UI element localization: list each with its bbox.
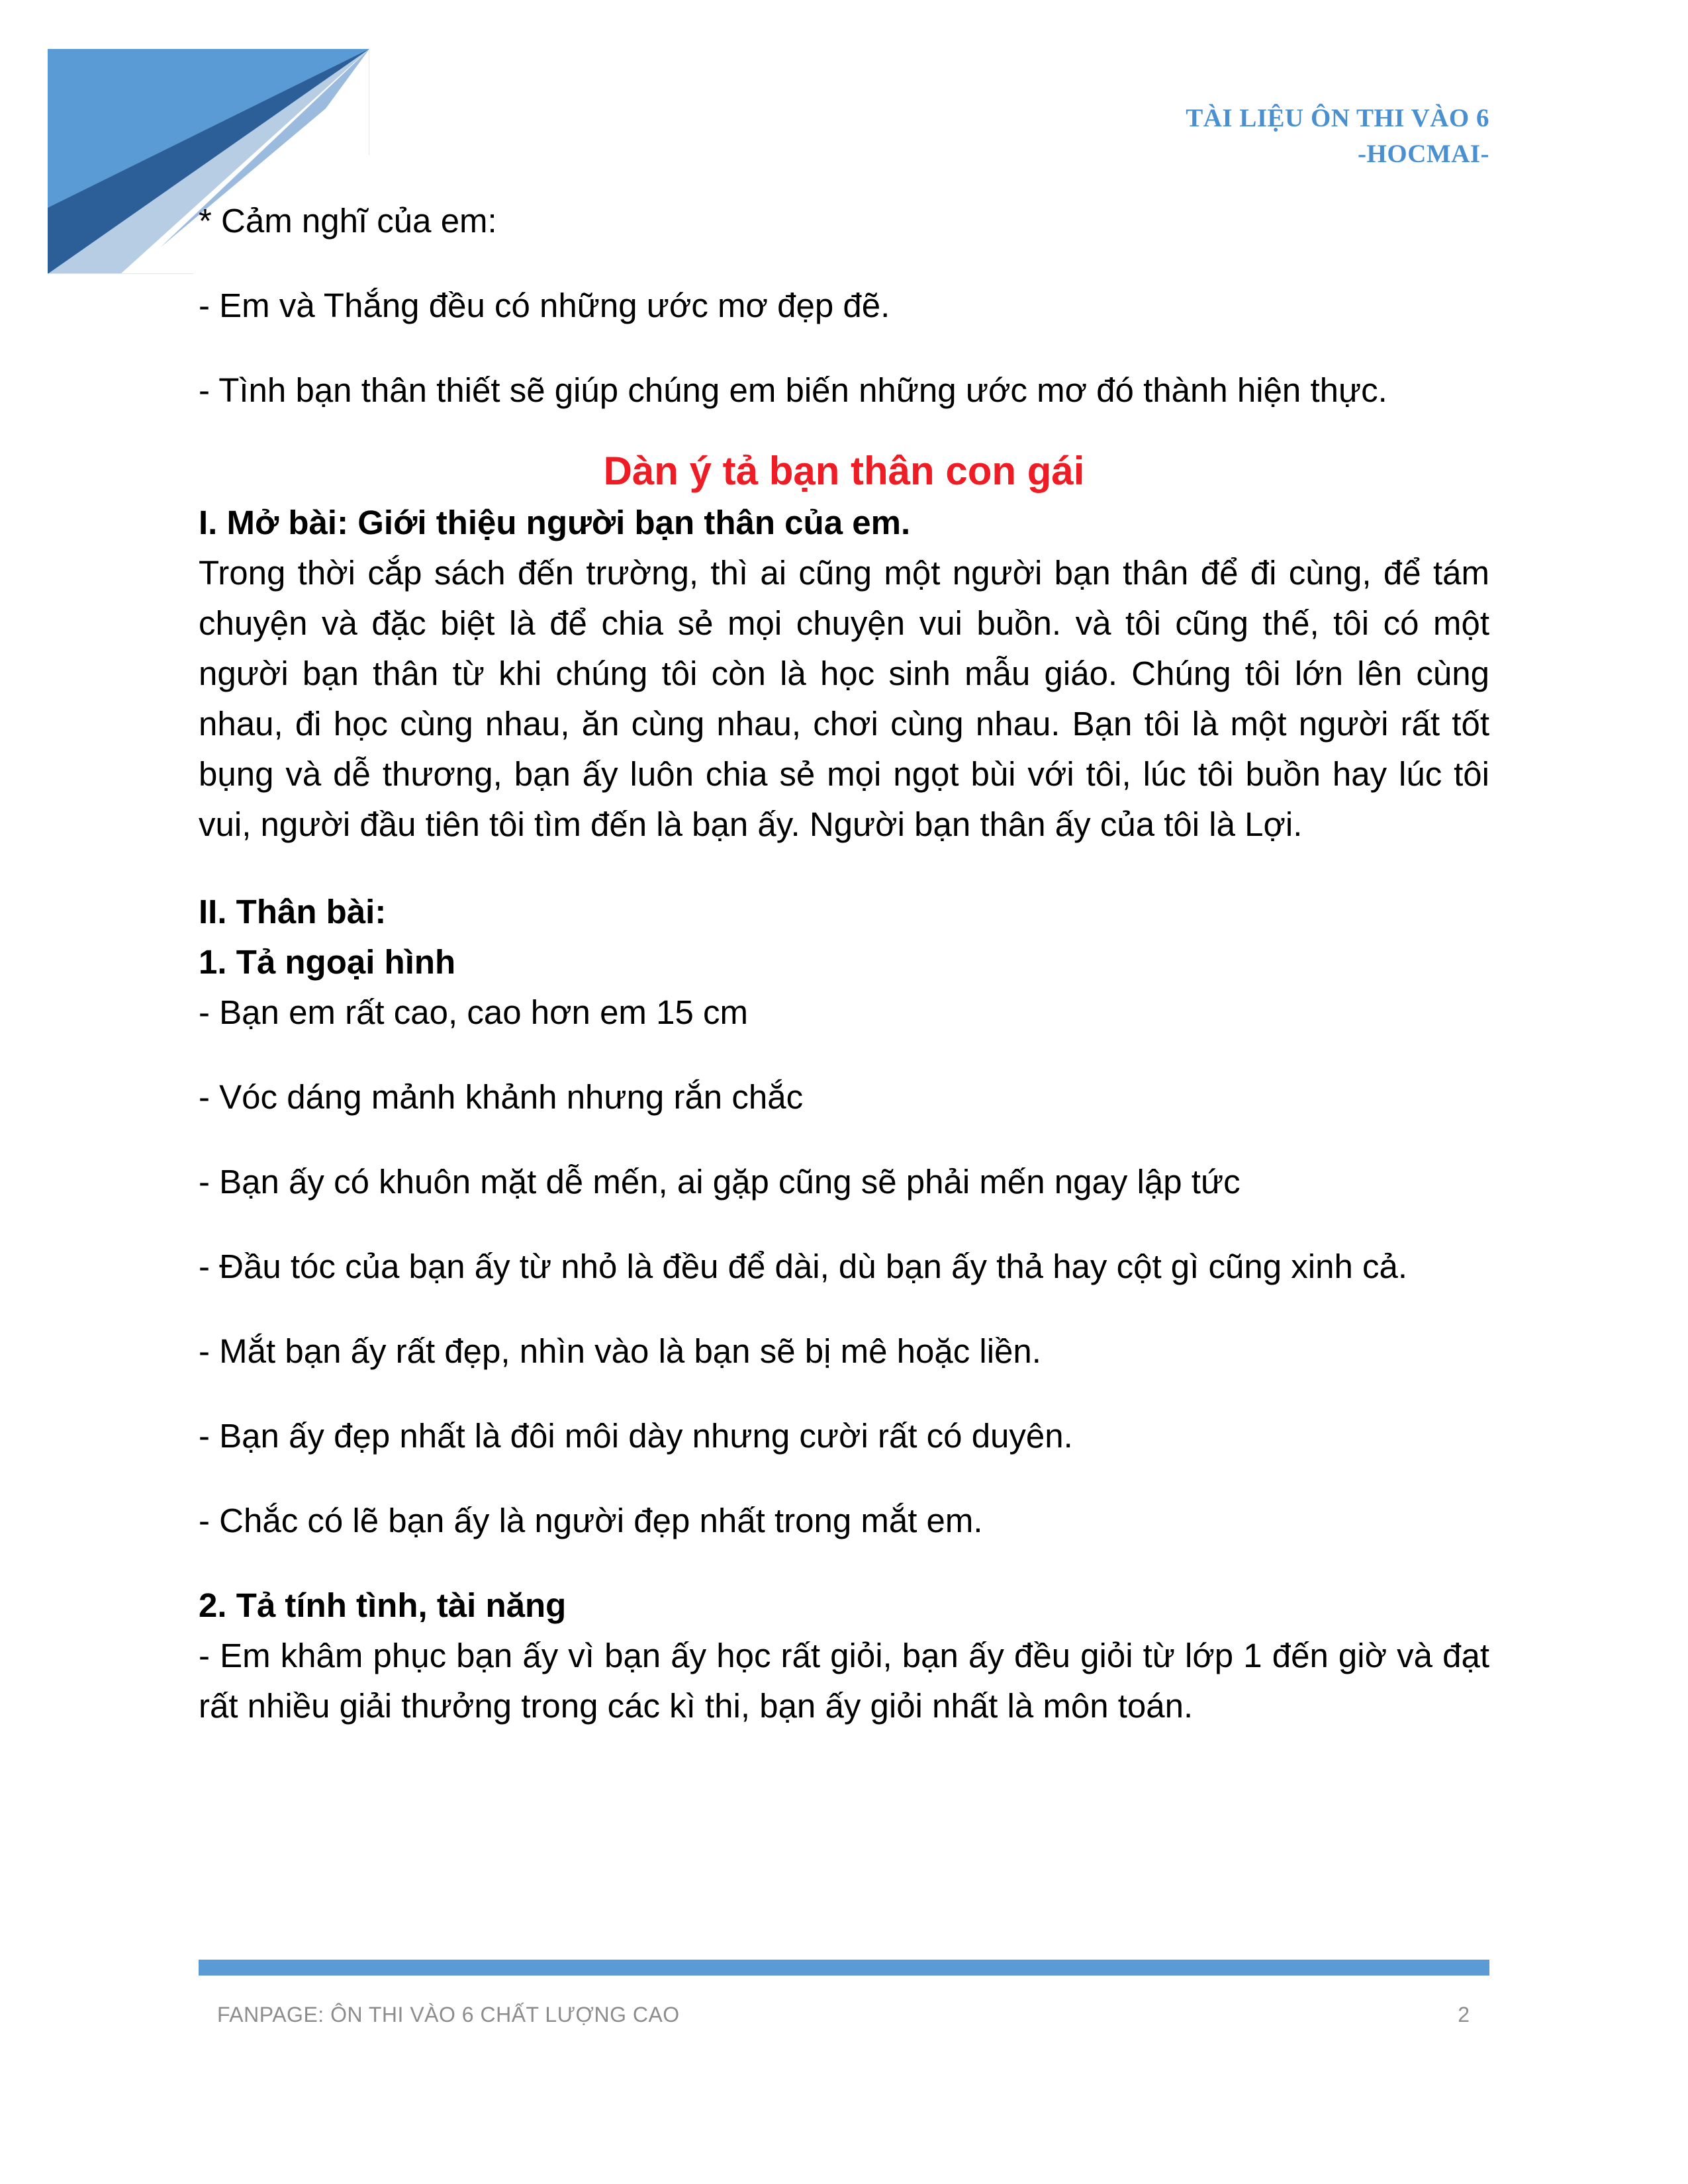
appearance-item: - Đầu tóc của bạn ấy từ nhỏ là đều để dài, dù bạn ấy thả hay cột gì cũng xinh cả. bbox=[199, 1248, 1408, 1285]
appearance-item: - Bạn em rất cao, cao hơn em 15 cm bbox=[199, 993, 748, 1031]
intro-paragraph: Trong thời cắp sách đến trường, thì ai cũng một người bạn thân để đi cùng, để tám chuyện và đặc biệt là để chia sẻ mọi chuyện vui buồn. và tôi cũng thế, tôi có một người bạn thân từ khi chúng tôi còn là học sinh mẫu giáo. Chúng tôi lớn lên cùng nhau, đi học cùng nhau, ăn cùng nhau, chơi cùng nhau. Bạn tôi là một người rất tốt bụng và dễ thương, bạn ấy luôn chia sẻ mọi ngọt bùi với tôi, lúc tôi buồn hay lúc tôi vui, người đầu tiên tôi tìm đến là bạn ấy. Người bạn thân ấy của tôi là Lợi. bbox=[199, 554, 1489, 843]
body-heading: II. Thân bài: bbox=[199, 893, 387, 931]
header-title: TÀI LIỆU ÔN THI VÀO 6 bbox=[1186, 104, 1489, 132]
appearance-item: - Vóc dáng mảnh khảnh nhưng rắn chắc bbox=[199, 1078, 804, 1116]
personality-item: - Em khâm phục bạn ấy vì bạn ấy học rất giỏi, bạn ấy đều giỏi từ lớp 1 đến giờ và đạt rất nhiều giải thưởng trong các kì thi, bạn ấy giỏi nhất là môn toán. bbox=[199, 1637, 1489, 1725]
footer-divider bbox=[199, 1960, 1489, 1976]
feeling-heading: * Cảm nghĩ của em: bbox=[199, 202, 497, 240]
page-number: 2 bbox=[1458, 2003, 1470, 2026]
header-subtitle: -HOCMAI- bbox=[1358, 140, 1489, 168]
document-header bbox=[1186, 101, 1489, 172]
appearance-item: - Chắc có lẽ bạn ấy là người đẹp nhất trong mắt em. bbox=[199, 1502, 983, 1539]
appearance-item: - Bạn ấy đẹp nhất là đôi môi dày nhưng cười rất có duyên. bbox=[199, 1417, 1073, 1455]
feeling-item: - Tình bạn thân thiết sẽ giúp chúng em biến những ước mơ đó thành hiện thực. bbox=[199, 371, 1387, 409]
personality-heading: 2. Tả tính tình, tài năng bbox=[199, 1586, 567, 1624]
appearance-item: - Bạn ấy có khuôn mặt dễ mến, ai gặp cũng sẽ phải mến ngay lập tức bbox=[199, 1163, 1241, 1201]
appearance-heading: 1. Tả ngoại hình bbox=[199, 943, 456, 981]
appearance-item: - Mắt bạn ấy rất đẹp, nhìn vào là bạn sẽ bị mê hoặc liền. bbox=[199, 1332, 1041, 1370]
feeling-item: - Em và Thắng đều có những ước mơ đẹp đẽ. bbox=[199, 287, 890, 324]
document-body bbox=[199, 196, 1489, 1731]
footer-fanpage: FANPAGE: ÔN THI VÀO 6 CHẤT LƯỢNG CAO bbox=[217, 2003, 680, 2026]
intro-heading: I. Mở bài: Giới thiệu người bạn thân của em. bbox=[199, 504, 911, 541]
outline-title: Dàn ý tả bạn thân con gái bbox=[603, 449, 1085, 493]
